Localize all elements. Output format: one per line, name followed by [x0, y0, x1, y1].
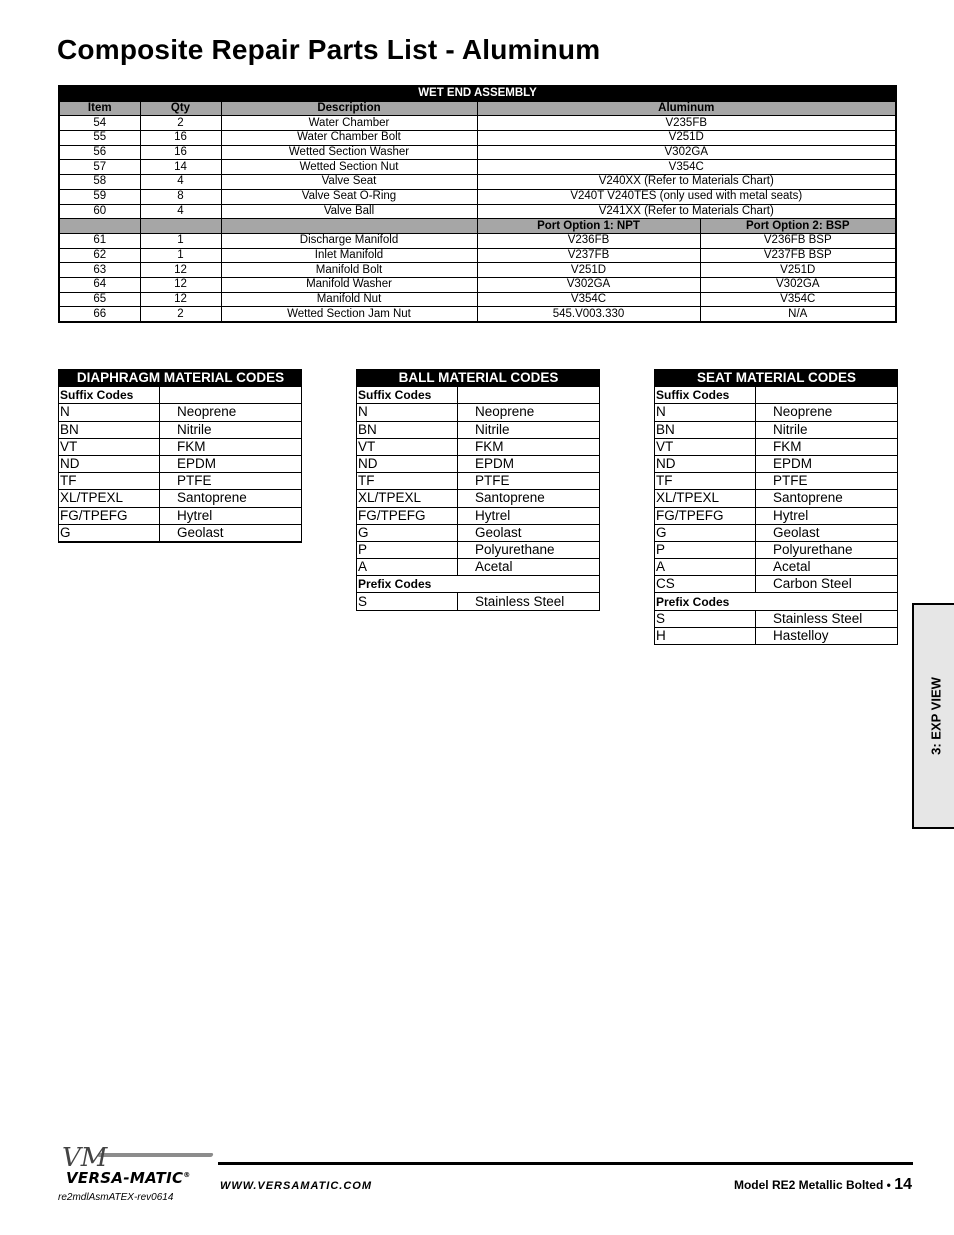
bsp-part-number: V251D — [700, 263, 896, 278]
material-code: S — [357, 593, 458, 610]
bsp-part-number: V237FB BSP — [700, 248, 896, 263]
item-number: 55 — [59, 131, 140, 146]
material-code: P — [655, 541, 756, 558]
table-row — [59, 263, 896, 278]
code-row — [655, 576, 898, 593]
item-number: 63 — [59, 263, 140, 278]
item-number: 61 — [59, 233, 140, 248]
part-description: Manifold Washer — [221, 277, 477, 292]
material-code: FG/TPEFG — [655, 507, 756, 524]
part-description: Wetted Section Jam Nut — [221, 307, 477, 322]
suffix-codes-header — [357, 387, 600, 404]
code-row — [655, 490, 898, 507]
port-header-blank — [59, 219, 140, 234]
quantity: 16 — [140, 145, 221, 160]
code-row — [357, 421, 600, 438]
code-row — [655, 524, 898, 541]
seat-codes-title: SEAT MATERIAL CODES — [655, 370, 898, 387]
code-row — [655, 438, 898, 455]
material-code: BN — [357, 421, 458, 438]
table-row — [59, 307, 896, 322]
quantity: 2 — [140, 307, 221, 322]
codes-subheader-blank — [160, 387, 302, 404]
material-name: EPDM — [160, 455, 302, 472]
ball-codes-title: BALL MATERIAL CODES — [357, 370, 600, 387]
material-code: G — [59, 524, 160, 542]
col-header-qty: Qty — [140, 101, 221, 116]
material-code: XL/TPEXL — [357, 490, 458, 507]
material-name: Geolast — [458, 524, 600, 541]
part-description: Valve Seat — [221, 175, 477, 190]
material-name: PTFE — [458, 473, 600, 490]
code-row — [655, 404, 898, 421]
material-code: S — [655, 610, 756, 627]
material-name: Neoprene — [756, 404, 898, 421]
material-name: PTFE — [160, 473, 302, 490]
model-page-label — [734, 1176, 912, 1194]
item-number: 58 — [59, 175, 140, 190]
item-number: 65 — [59, 292, 140, 307]
code-row — [357, 490, 600, 507]
quantity: 4 — [140, 204, 221, 219]
quantity: 12 — [140, 263, 221, 278]
codes-subheader: Suffix Codes — [59, 387, 160, 404]
item-number: 54 — [59, 116, 140, 131]
material-name: Acetal — [458, 559, 600, 576]
part-number: V251D — [477, 131, 896, 146]
part-description: Valve Ball — [221, 204, 477, 219]
code-row — [655, 473, 898, 490]
material-name: FKM — [458, 438, 600, 455]
material-code: XL/TPEXL — [655, 490, 756, 507]
material-code: G — [357, 524, 458, 541]
npt-part-number: V237FB — [477, 248, 700, 263]
table-row — [59, 248, 896, 263]
material-name: Geolast — [756, 524, 898, 541]
code-row — [357, 455, 600, 472]
ball-material-codes-table — [356, 369, 600, 611]
prefix-codes-header — [655, 593, 898, 610]
code-row — [59, 524, 302, 542]
material-name: Santoprene — [756, 490, 898, 507]
table-row — [59, 116, 896, 131]
part-description: Wetted Section Washer — [221, 145, 477, 160]
quantity: 1 — [140, 248, 221, 263]
seat-material-codes-table — [654, 369, 898, 645]
code-row — [59, 421, 302, 438]
section-side-tab — [912, 603, 954, 829]
material-code: P — [357, 541, 458, 558]
part-description: Inlet Manifold — [221, 248, 477, 263]
part-number: V354C — [477, 160, 896, 175]
model-name: Model RE2 Metallic Bolted — [733, 1178, 884, 1192]
code-row — [655, 559, 898, 576]
material-name: FKM — [160, 438, 302, 455]
suffix-codes-header — [655, 387, 898, 404]
material-name: EPDM — [756, 455, 898, 472]
code-row — [59, 490, 302, 507]
material-name: Geolast — [160, 524, 302, 542]
material-name: Nitrile — [458, 421, 600, 438]
material-name: Neoprene — [458, 404, 600, 421]
material-name: Hytrel — [160, 507, 302, 524]
material-name: Stainless Steel — [756, 610, 898, 627]
bsp-part-number: V236FB BSP — [700, 233, 896, 248]
versa-matic-logo — [58, 1143, 218, 1193]
table-row — [59, 175, 896, 190]
port-option-bsp-header: Port Option 2: BSP — [700, 219, 896, 234]
quantity: 12 — [140, 277, 221, 292]
page-number: 14 — [894, 1176, 912, 1193]
port-header-blank — [221, 219, 477, 234]
codes-subheader: Prefix Codes — [357, 576, 600, 593]
material-code: VT — [59, 438, 160, 455]
material-name: Santoprene — [458, 490, 600, 507]
bsp-part-number: V302GA — [700, 277, 896, 292]
material-code: TF — [655, 473, 756, 490]
part-description: Manifold Nut — [221, 292, 477, 307]
material-name: Hytrel — [756, 507, 898, 524]
wet-end-title: WET END ASSEMBLY — [59, 86, 896, 101]
item-number: 56 — [59, 145, 140, 160]
material-code: A — [655, 559, 756, 576]
npt-part-number: V251D — [477, 263, 700, 278]
col-header-aluminum: Aluminum — [477, 101, 896, 116]
part-number: V240XX (Refer to Materials Chart) — [477, 175, 896, 190]
codes-subheader: Suffix Codes — [655, 387, 756, 404]
part-number: V235FB — [477, 116, 896, 131]
item-number: 59 — [59, 189, 140, 204]
table-row — [59, 145, 896, 160]
bsp-part-number: V354C — [700, 292, 896, 307]
material-code: TF — [357, 473, 458, 490]
code-row — [655, 610, 898, 627]
code-row — [357, 541, 600, 558]
material-name: Hytrel — [458, 507, 600, 524]
material-code: FG/TPEFG — [59, 507, 160, 524]
port-header-blank — [140, 219, 221, 234]
material-code: H — [655, 627, 756, 644]
table-row — [59, 131, 896, 146]
code-row — [59, 507, 302, 524]
code-row — [655, 627, 898, 644]
material-code: VT — [357, 438, 458, 455]
diaphragm-material-codes-table — [58, 369, 302, 543]
material-code: XL/TPEXL — [59, 490, 160, 507]
codes-subheader-blank — [756, 387, 898, 404]
code-row — [357, 473, 600, 490]
material-name: Polyurethane — [756, 541, 898, 558]
codes-subheader: Prefix Codes — [655, 593, 898, 610]
material-code: ND — [655, 455, 756, 472]
part-description: Water Chamber — [221, 116, 477, 131]
part-number: V241XX (Refer to Materials Chart) — [477, 204, 896, 219]
npt-part-number: V354C — [477, 292, 700, 307]
npt-part-number: V302GA — [477, 277, 700, 292]
section-tab-label: 3: EXP VIEW — [928, 677, 944, 755]
code-row — [655, 455, 898, 472]
material-code: BN — [59, 421, 160, 438]
code-row — [59, 438, 302, 455]
material-code: VT — [655, 438, 756, 455]
material-name: Nitrile — [160, 421, 302, 438]
code-row — [59, 404, 302, 421]
col-header-description: Description — [221, 101, 477, 116]
item-number: 57 — [59, 160, 140, 175]
quantity: 4 — [140, 175, 221, 190]
part-description: Discharge Manifold — [221, 233, 477, 248]
table-row — [59, 189, 896, 204]
material-code: BN — [655, 421, 756, 438]
code-row — [357, 438, 600, 455]
quantity: 8 — [140, 189, 221, 204]
code-row — [357, 524, 600, 541]
material-code: CS — [655, 576, 756, 593]
material-name: Carbon Steel — [756, 576, 898, 593]
separator: • — [886, 1178, 891, 1192]
item-number: 60 — [59, 204, 140, 219]
material-name: Santoprene — [160, 490, 302, 507]
code-row — [59, 455, 302, 472]
table-row — [59, 233, 896, 248]
material-code: N — [655, 404, 756, 421]
material-name: Polyurethane — [458, 541, 600, 558]
material-code: TF — [59, 473, 160, 490]
part-number: V240T V240TES (only used with metal seats) — [477, 189, 896, 204]
port-option-npt-header: Port Option 1: NPT — [477, 219, 700, 234]
quantity: 12 — [140, 292, 221, 307]
material-code: A — [357, 559, 458, 576]
document-id: re2mdlAsmATEX-rev0614 — [58, 1192, 174, 1203]
item-number: 66 — [59, 307, 140, 322]
item-number: 64 — [59, 277, 140, 292]
bsp-part-number: N/A — [700, 307, 896, 322]
code-row — [655, 421, 898, 438]
material-code: FG/TPEFG — [357, 507, 458, 524]
material-name: Stainless Steel — [458, 593, 600, 610]
npt-part-number: V236FB — [477, 233, 700, 248]
material-code: ND — [357, 455, 458, 472]
logo-brand: VERSA-MATIC® — [66, 1169, 191, 1187]
logo-swoosh — [97, 1153, 213, 1157]
material-name: Nitrile — [756, 421, 898, 438]
material-name: Acetal — [756, 559, 898, 576]
table-row — [59, 160, 896, 175]
material-code: G — [655, 524, 756, 541]
quantity: 2 — [140, 116, 221, 131]
table-row — [59, 277, 896, 292]
material-code: ND — [59, 455, 160, 472]
code-row — [357, 593, 600, 610]
material-code: N — [59, 404, 160, 421]
item-number: 62 — [59, 248, 140, 263]
table-row — [59, 292, 896, 307]
part-number: V302GA — [477, 145, 896, 160]
npt-part-number: 545.V003.330 — [477, 307, 700, 322]
prefix-codes-header — [357, 576, 600, 593]
footer-rule — [218, 1162, 913, 1165]
logo-script: VM — [62, 1143, 108, 1173]
code-row — [59, 473, 302, 490]
material-name: Neoprene — [160, 404, 302, 421]
material-name: FKM — [756, 438, 898, 455]
part-description: Manifold Bolt — [221, 263, 477, 278]
code-row — [357, 404, 600, 421]
part-description: Wetted Section Nut — [221, 160, 477, 175]
page-title: Composite Repair Parts List - Aluminum — [57, 34, 601, 65]
table-row — [59, 204, 896, 219]
quantity: 16 — [140, 131, 221, 146]
quantity: 14 — [140, 160, 221, 175]
website-link[interactable]: WWW.VERSAMATIC.COM — [220, 1180, 373, 1192]
code-row — [655, 541, 898, 558]
wet-end-assembly-table — [58, 85, 897, 323]
codes-subheader-blank — [458, 387, 600, 404]
part-description: Valve Seat O-Ring — [221, 189, 477, 204]
material-name: PTFE — [756, 473, 898, 490]
material-name: EPDM — [458, 455, 600, 472]
code-row — [357, 559, 600, 576]
part-description: Water Chamber Bolt — [221, 131, 477, 146]
suffix-codes-header — [59, 387, 302, 404]
code-row — [357, 507, 600, 524]
material-name: Hastelloy — [756, 627, 898, 644]
diaphragm-codes-title: DIAPHRAGM MATERIAL CODES — [59, 370, 302, 387]
codes-subheader: Suffix Codes — [357, 387, 458, 404]
col-header-item: Item — [59, 101, 140, 116]
quantity: 1 — [140, 233, 221, 248]
code-row — [655, 507, 898, 524]
material-code: N — [357, 404, 458, 421]
